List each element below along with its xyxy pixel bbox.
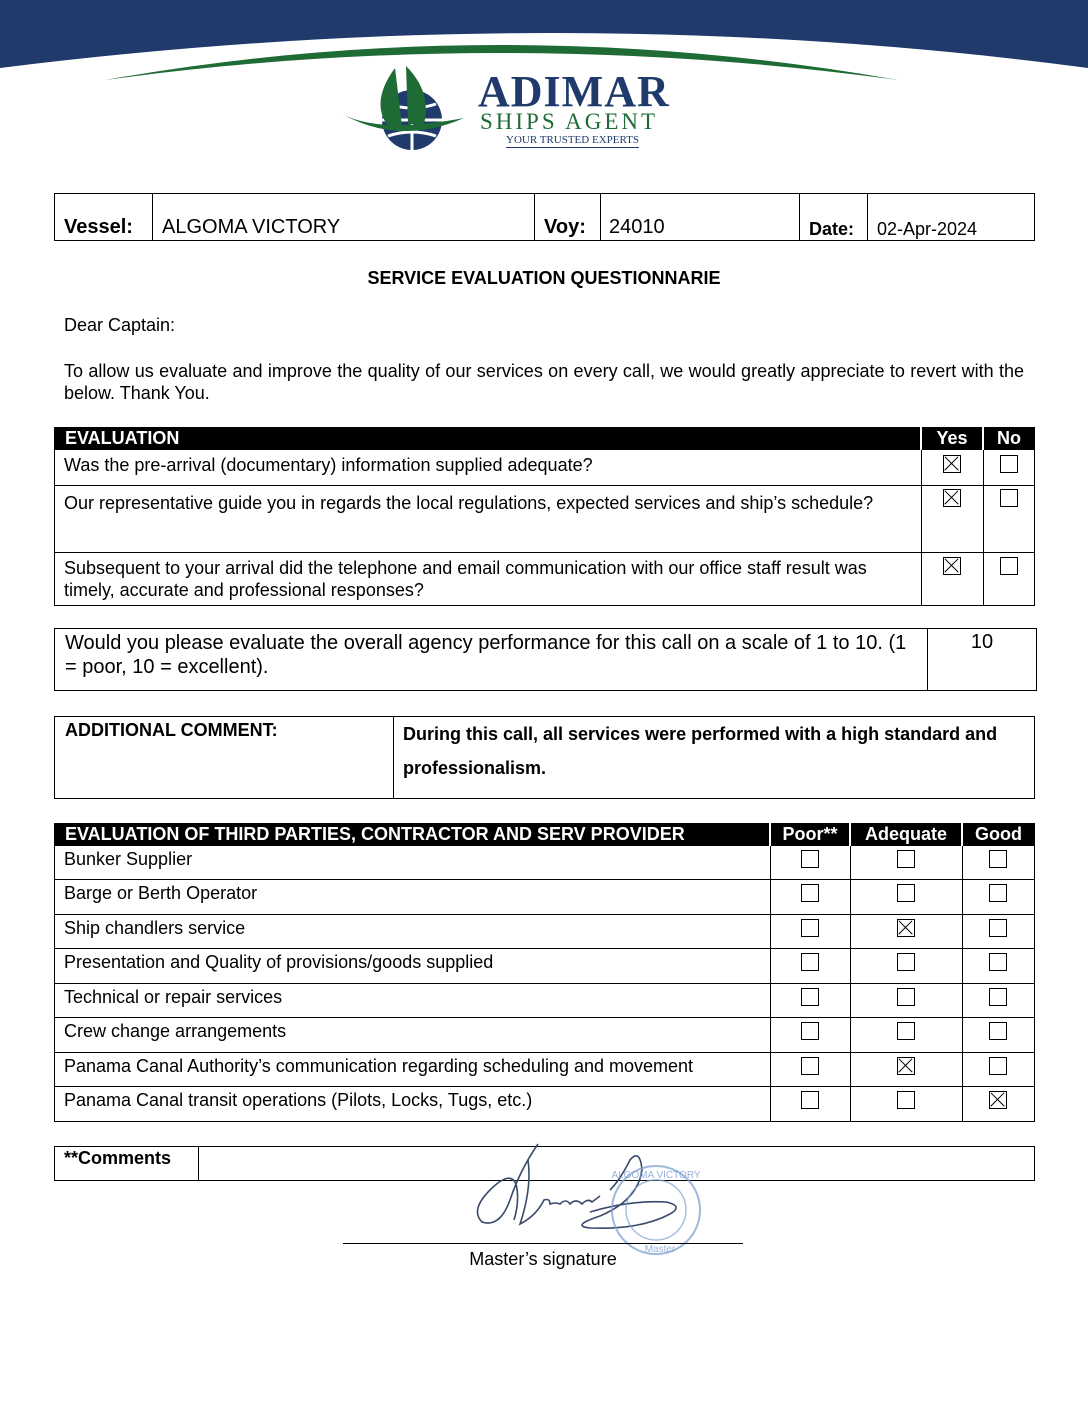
signature-line	[343, 1243, 743, 1244]
adequate-checkbox[interactable]	[897, 953, 915, 971]
poor-checkbox[interactable]	[801, 988, 819, 1006]
third-parties-table	[54, 823, 1035, 1122]
adequate-checkbox[interactable]	[897, 850, 915, 868]
evaluation-heading: EVALUATION	[55, 428, 922, 450]
no-header: No	[983, 428, 1035, 450]
good-checkbox[interactable]	[989, 988, 1007, 1006]
third-party-label: Panama Canal Authority’s communication regarding scheduling and movement	[55, 1053, 771, 1087]
adequate-checkbox[interactable]	[897, 919, 915, 937]
no-checkbox[interactable]	[1000, 557, 1018, 575]
good-checkbox[interactable]	[989, 850, 1007, 868]
third-party-label: Technical or repair services	[55, 984, 771, 1018]
svg-text:Master: Master	[644, 1244, 676, 1255]
rating-question: Would you please evaluate the overall agency performance for this call on a scale of 1 to 10. (1 = poor, 10 = excellent).	[55, 629, 928, 691]
third-party-row	[55, 1087, 1035, 1122]
intro-text: To allow us evaluate and improve the quality of our services on every call, we would greatly appreciate to revert with the below. Thank You.	[64, 361, 1024, 403]
yes-checkbox[interactable]	[943, 455, 961, 473]
vessel-info-table	[54, 193, 1035, 241]
voy-label: Voy:	[535, 194, 601, 241]
svg-text:ALGOMA VICTORY: ALGOMA VICTORY	[611, 1170, 701, 1181]
third-party-label: Bunker Supplier	[55, 846, 771, 880]
poor-checkbox[interactable]	[801, 1091, 819, 1109]
poor-checkbox[interactable]	[801, 1057, 819, 1075]
third-party-row	[55, 984, 1035, 1018]
third-party-row	[55, 880, 1035, 915]
adequate-checkbox[interactable]	[897, 1057, 915, 1075]
greeting: Dear Captain:	[64, 315, 176, 335]
page-title: SERVICE EVALUATION QUESTIONNARIE	[367, 268, 721, 288]
poor-checkbox[interactable]	[801, 850, 819, 868]
poor-checkbox[interactable]	[801, 953, 819, 971]
no-checkbox[interactable]	[1000, 489, 1018, 507]
handwritten-signature	[470, 1140, 710, 1260]
date-label: Date:	[800, 194, 868, 241]
third-party-label: Presentation and Quality of provisions/goods supplied	[55, 949, 771, 984]
rating-table	[54, 628, 1037, 691]
poor-header: Poor**	[770, 824, 850, 846]
good-header: Good	[962, 824, 1035, 846]
ship-globe-icon	[340, 62, 470, 157]
additional-comment-label: ADDITIONAL COMMENT:	[55, 717, 394, 799]
good-checkbox[interactable]	[989, 919, 1007, 937]
third-party-row	[55, 846, 1035, 880]
company-logo	[340, 62, 690, 157]
comments-label: **Comments	[55, 1147, 199, 1181]
adequate-checkbox[interactable]	[897, 1091, 915, 1109]
rating-value[interactable]: 10	[928, 629, 1037, 691]
voy-value: 24010	[601, 194, 800, 241]
third-party-row	[55, 915, 1035, 949]
adequate-checkbox[interactable]	[897, 884, 915, 902]
third-party-label: Crew change arrangements	[55, 1018, 771, 1053]
good-checkbox[interactable]	[989, 1091, 1007, 1109]
evaluation-row	[55, 486, 1035, 553]
evaluation-row	[55, 450, 1035, 486]
poor-checkbox[interactable]	[801, 919, 819, 937]
third-parties-heading: EVALUATION OF THIRD PARTIES, CONTRACTOR AND SERV PROVIDER	[55, 824, 771, 846]
third-party-label: Barge or Berth Operator	[55, 880, 771, 915]
third-party-row	[55, 1053, 1035, 1087]
adequate-checkbox[interactable]	[897, 988, 915, 1006]
vessel-label: Vessel:	[55, 194, 153, 241]
poor-checkbox[interactable]	[801, 1022, 819, 1040]
yes-checkbox[interactable]	[943, 489, 961, 507]
third-party-label: Ship chandlers service	[55, 915, 771, 949]
evaluation-question: Was the pre-arrival (documentary) information supplied adequate?	[55, 450, 922, 486]
adequate-checkbox[interactable]	[897, 1022, 915, 1040]
yes-header: Yes	[921, 428, 983, 450]
third-party-label: Panama Canal transit operations (Pilots, Locks, Tugs, etc.)	[55, 1087, 771, 1122]
brand-tagline: YOUR TRUSTED EXPERTS	[506, 134, 639, 146]
additional-comment-table	[54, 716, 1035, 799]
evaluation-table	[54, 427, 1035, 606]
signature-caption: Master’s signature	[469, 1249, 617, 1269]
date-value: 02-Apr-2024	[868, 194, 1035, 241]
vessel-value: ALGOMA VICTORY	[153, 194, 535, 241]
yes-checkbox[interactable]	[943, 557, 961, 575]
good-checkbox[interactable]	[989, 1057, 1007, 1075]
brand-name: ADIMAR	[478, 67, 670, 116]
brand-subtitle: SHIPS AGENT	[480, 109, 659, 134]
adequate-header: Adequate	[850, 824, 962, 846]
good-checkbox[interactable]	[989, 953, 1007, 971]
poor-checkbox[interactable]	[801, 884, 819, 902]
evaluation-question: Our representative guide you in regards the local regulations, expected services and ship’s schedule?	[55, 486, 922, 553]
evaluation-question: Subsequent to your arrival did the telephone and email communication with our office staff result was timely, accurate and professional responses?	[55, 553, 922, 606]
third-party-row	[55, 949, 1035, 984]
third-party-row	[55, 1018, 1035, 1053]
evaluation-row	[55, 553, 1035, 606]
no-checkbox[interactable]	[1000, 455, 1018, 473]
good-checkbox[interactable]	[989, 1022, 1007, 1040]
additional-comment-text: During this call, all services were performed with a high standard and professionalism.	[394, 717, 1035, 799]
good-checkbox[interactable]	[989, 884, 1007, 902]
